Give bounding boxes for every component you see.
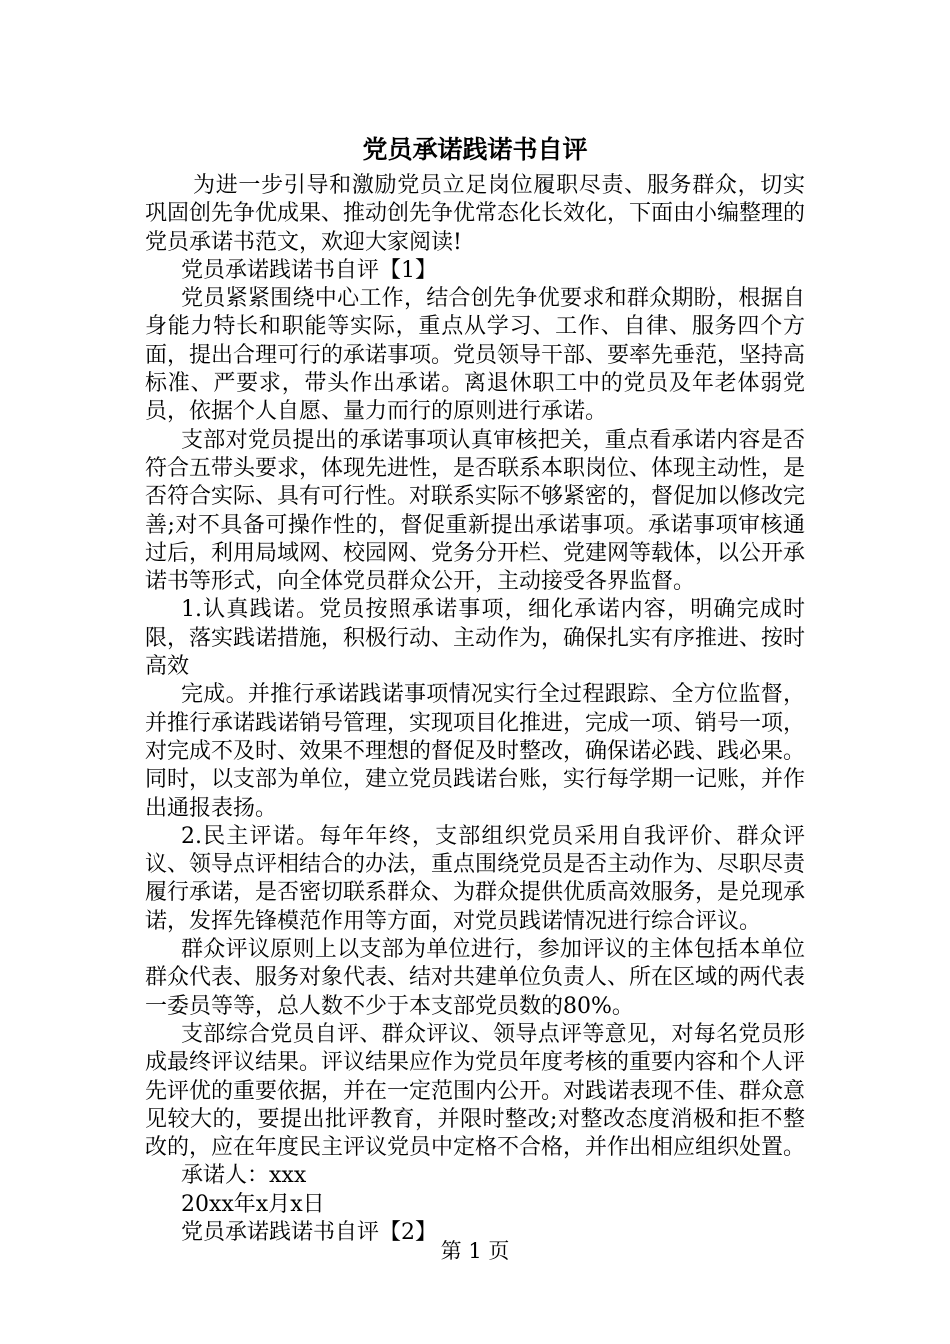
page-number: 第 1 页 xyxy=(440,1239,510,1263)
section-heading-2: 党员承诺践诺书自评【2】 xyxy=(181,1219,437,1245)
body-paragraph: 党员紧紧围绕中心工作，结合创先争优要求和群众期盼，根据自身能力特长和职能等实际，重点从学习、工作、自律、服务四个方面，提出合理可行的承诺事项。党员领导干部、要率先垂范，坚持高标准、严要求，带头作出承诺。离退休职工中的党员及年老体弱党员，依据个人自愿、量力而行的原则进行承诺。 xyxy=(145,286,806,425)
body-paragraph: 1.认真践诺。党员按照承诺事项，细化承诺内容，明确完成时限，落实践诺措施，积极行动、主动作为，确保扎实有序推进、按时高效 xyxy=(145,597,806,680)
body-paragraph: 群众评议原则上以支部为单位进行，参加评议的主体包括本单位群众代表、服务对象代表、结对共建单位负责人、所在区域的两代表一委员等等，总人数不少于本支部党员数的80%。 xyxy=(145,937,806,1019)
section-heading-1: 党员承诺践诺书自评【1】 xyxy=(181,257,437,283)
intro-paragraph: 为进一步引导和激励党员立足岗位履职尽责、服务群众，切实巩固创先争优成果、推动创先争优常态化长效化，下面由小编整理的党员承诺书范文，欢迎大家阅读! xyxy=(145,173,806,255)
body-paragraph: 完成。并推行承诺践诺事项情况实行全过程跟踪、全方位监督，并推行承诺践诺销号管理，实现项目化推进，完成一项、销号一项，对完成不及时、效果不理想的督促及时整改，确保诺必践、践必果。同时，以支部为单位，建立党员践诺台账，实行每学期一记账，并作出通报表扬。 xyxy=(145,682,806,821)
document-body xyxy=(145,172,805,1247)
body-paragraph: 2.民主评诺。每年年终，支部组织党员采用自我评价、群众评议、领导点评相结合的办法，重点围绕党员是否主动作为、尽职尽责履行承诺，是否密切联系群众、为群众提供优质高效服务，是兑现承诺，发挥先锋模范作用等方面，对党员践诺情况进行综合评议。 xyxy=(145,823,806,934)
document-title: 党员承诺践诺书自评 xyxy=(362,135,588,164)
body-paragraph: 支部对党员提出的承诺事项认真审核把关，重点看承诺内容是否符合五带头要求，体现先进性，是否联系本职岗位、体现主动性，是否符合实际、具有可行性。对联系实际不够紧密的，督促加以修改完善;对不具备可操作性的，督促重新提出承诺事项。承诺事项审核通过后，利用局域网、校园网、党务分开栏、党建网等载体，以公开承诺书等形式，向全体党员群众公开，主动接受各界监督。 xyxy=(145,427,806,595)
body-paragraph: 支部综合党员自评、群众评议、领导点评等意见，对每名党员形成最终评议结果。评议结果应作为党员年度考核的重要内容和个人评先评优的重要依据，并在一定范围内公开。对践诺表现不佳、群众意见较大的，要提出批评教育，并限时整改;对整改态度消极和拒不整改的，应在年度民主评议党员中定格不合格，并作出相应组织处置。 xyxy=(145,1021,806,1161)
date-line: 20xx年x月x日 xyxy=(181,1191,325,1217)
signatory-line: 承诺人：xxx xyxy=(181,1163,307,1189)
